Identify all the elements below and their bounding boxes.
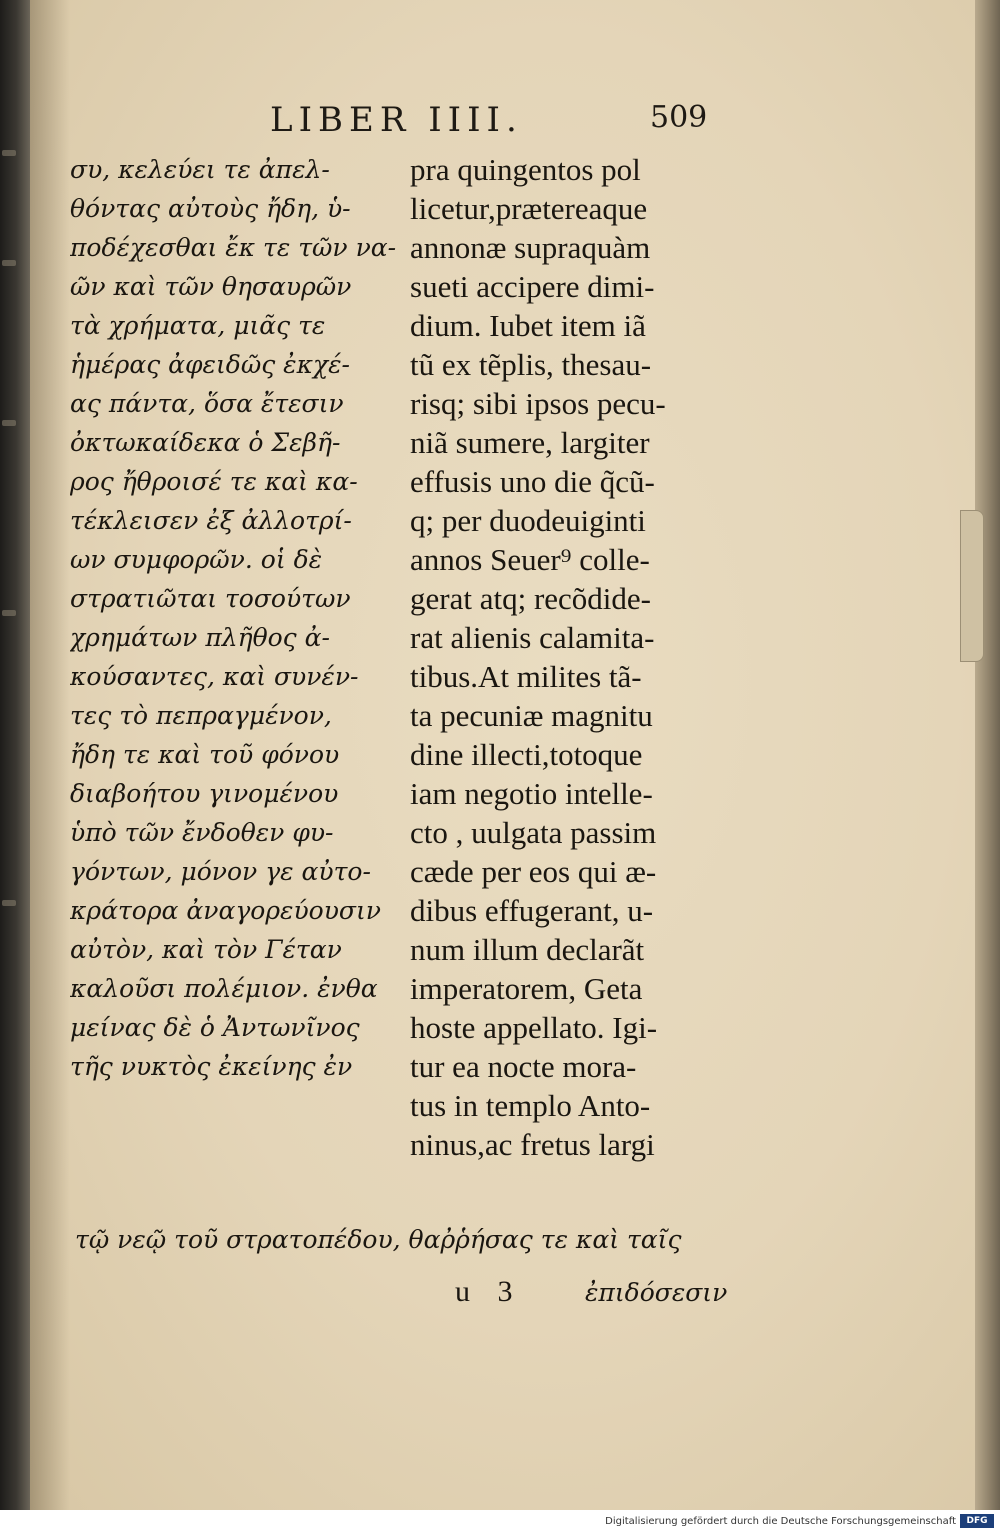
left-page-edge [0, 0, 30, 1510]
text-line: pra quingentos pol [410, 152, 641, 187]
text-line: ὀκτωκαίδεκα ὁ Σεβῆ- [70, 428, 341, 457]
dfg-logo-icon: DFG [960, 1514, 994, 1528]
text-line: ta pecuniæ magnitu [410, 698, 653, 733]
text-line: tus in templo Anto- [410, 1088, 651, 1123]
bleed-mark [2, 900, 16, 906]
text-line: τες τὸ πεπραγμένον, [70, 701, 332, 730]
text-line: tũ ex tẽplis, thesau- [410, 347, 652, 382]
signature-mark: u 3 [455, 1275, 523, 1308]
gutter-shadow [30, 0, 70, 1510]
text-line: συ, κελεύει τε ἀπελ- [70, 155, 330, 184]
text-line: annonæ supraquàm [410, 230, 651, 265]
text-line: gerat atq; recõdide- [410, 581, 651, 616]
text-line: ποδέχεσθαι ἔκ τε τῶν να- [70, 233, 397, 262]
bleed-mark [2, 610, 16, 616]
bleed-mark [2, 260, 16, 266]
text-line: χρημάτων πλῆθος ἀ- [70, 623, 330, 652]
folio-number: 509 [650, 100, 708, 135]
text-line: ἤδη τε καὶ τοῦ φόνου [70, 740, 340, 769]
text-line: ἡμέρας ἀφειδῶς ἐκχέ- [70, 350, 350, 379]
text-line: dium. Iubet item iã [410, 308, 646, 343]
text-line: imperatorem, Geta [410, 971, 643, 1006]
text-line: dibus effugerant, u- [410, 893, 654, 928]
text-line: τέκλεισεν ἐξ ἀλλοτρί- [70, 506, 352, 535]
bleed-mark [2, 420, 16, 426]
right-page-edge [975, 0, 1000, 1510]
text-line: μείνας δὲ ὁ Ἀντωνῖνος [70, 1013, 360, 1042]
text-line: q; per duodeuiginti [410, 503, 646, 538]
text-line: ninus,ac fretus largi [410, 1127, 655, 1162]
text-line: ρος ἤθροισέ τε καὶ κα- [70, 467, 358, 496]
text-line: cto , uulgata passim [410, 815, 657, 850]
text-line: τῆς νυκτὸς ἐκείνης ἐν [70, 1052, 353, 1081]
text-line: rat alienis calamita- [410, 620, 655, 655]
text-line: γόντων, μόνον γε αὐτο- [70, 857, 371, 886]
text-line: hoste appellato. Igi- [410, 1010, 658, 1045]
text-line: διαβοήτου γινομένου [70, 779, 339, 808]
text-line: licetur,prætereaque [410, 191, 648, 226]
text-line: risq; sibi ipsos pecu- [410, 386, 666, 421]
text-line: dine illecti,totoque [410, 737, 643, 772]
text-line: ῶν καὶ τῶν θησαυρῶν [70, 272, 352, 301]
text-line: tibus.At milites tã- [410, 659, 642, 694]
text-line: cæde per eos qui æ- [410, 854, 657, 889]
text-line: num illum declarãt [410, 932, 645, 967]
text-line: αὐτὸν, καὶ τὸν Γέταν [70, 935, 342, 964]
footer-credit: Digitalisierung gefördert durch die Deutsche Forschungsgemeinschaft [605, 1516, 956, 1527]
text-line: annos Seuer⁹ colle- [410, 542, 650, 577]
text-line: effusis uno die q̃cũ- [410, 464, 655, 499]
page-tab [960, 510, 984, 662]
greek-column [70, 150, 405, 1086]
text-line: sueti accipere dimi- [410, 269, 655, 304]
text-line: ων συμφορῶν. οἱ δὲ [70, 545, 323, 574]
bleed-mark [2, 150, 16, 156]
text-line: ὑπὸ τῶν ἔνδοθεν φυ- [70, 818, 334, 847]
text-line: iam negotio intelle- [410, 776, 653, 811]
greek-full-width-line: τῷ νεῷ τοῦ στρατοπέδου, θαῤῥήσας τε καὶ ταῖς [75, 1225, 682, 1254]
text-line: στρατιῶται τοσούτων [70, 584, 351, 613]
text-line: τὰ χρήματα, μιᾶς τε [70, 311, 326, 340]
text-line: niã sumere, largiter [410, 425, 650, 460]
text-line: ας πάντα, ὅσα ἔτεσιν [70, 389, 344, 418]
text-line: κούσαντες, καὶ συνέν- [70, 662, 359, 691]
text-line: καλοῦσι πολέμιον. ἐνθα [70, 974, 378, 1003]
catchword: ἐπιδόσεσιν [585, 1278, 728, 1307]
text-line: κράτορα ἀναγορεύουσιν [70, 896, 381, 925]
latin-column [410, 150, 740, 1164]
text-line: θόντας αὐτοὺς ἤδη, ὑ- [70, 194, 351, 223]
text-line: tur ea nocte mora- [410, 1049, 637, 1084]
running-head: LIBER IIII. [270, 100, 523, 140]
